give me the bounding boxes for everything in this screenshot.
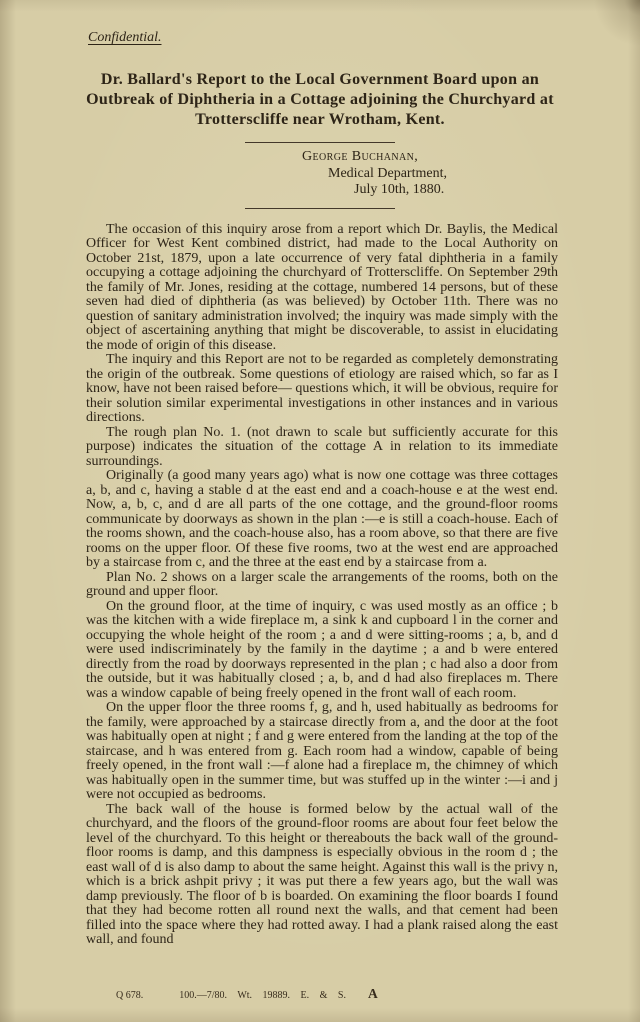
paragraph: Plan No. 2 shows on a larger scale the arrangements of the rooms, both on the ground and upper floor. xyxy=(86,569,558,599)
divider-top xyxy=(245,142,395,143)
report-title: Dr. Ballard's Report to the Local Government Board upon an Outbreak of Diphtheria in a Cottage adjoining the Churchyard at Trotterscliffe near Wrotham, Kent. xyxy=(86,71,554,128)
signature-date: July 10th, 1880. xyxy=(354,182,445,197)
report-body xyxy=(0,217,640,948)
footer-print-code: Q 678. xyxy=(116,990,144,1001)
footer-signature-mark: A xyxy=(368,986,379,1001)
paragraph: On the upper floor the three rooms f, g, and h, used habitually as bedrooms for the family, were approached by a staircase directly from a, and the door at the foot was habitually open at night ; f and g were entered from the landing at the top of the staircase, and h was entered from g. Each room had a window, capable of being freely opened, in the front wall :—f alone had a fireplace m, the chimney of which was habitually open in the summer time, but was stuffed up in the winter :—i and j were not occupied as bedrooms. xyxy=(86,700,558,802)
paragraph: On the ground floor, at the time of inquiry, c was used mostly as an office ; b was the kitchen with a wide fireplace m, a sink k and cupboard l in the corner and occupying the whole height of the room ; a and d were sitting-rooms ; a, b, and d were used indiscriminately by the family in the daytime ; a and b were entered directly from the road by doorways represented in the plan ; c had also a door from the outside, but it was habitually closed ; a, b, and d had also fireplaces m. There was a window capable of being freely opened in the front wall of each room. xyxy=(86,598,558,701)
signature-department: Medical Department, xyxy=(328,165,447,181)
paragraph: The rough plan No. 1. (not drawn to scale but sufficiently accurate for this purpose) indicates the situation of the cottage A in relation to its immediate surroundings. xyxy=(86,424,558,469)
paragraph: Originally (a good many years ago) what is now one cottage was three cottages a, b, and c, having a stable d at the east end and a coach-house e at the west end. Now, a, b, c, and d are all parts of the one cottage, and the ground-floor rooms communicate by doorways as shown in the plan :—e is still a coach-house. Each of the rooms shown, and the coach-house also, has a room above, so that there are five rooms on the upper floor. Of these five rooms, two at the west end are approached by a staircase from c, and the three at the east end by a staircase from a. xyxy=(86,468,558,570)
footer-imprint xyxy=(86,986,558,1002)
paragraph: The inquiry and this Report are not to be regarded as completely demonstrating the origin of the outbreak. Some questions of etiology are raised which, so far as I know, have not been raised before— questions which, it will be obvious, require for their solution similar experimental investigations in other instances and in various directions. xyxy=(86,352,558,425)
signature-name: George Buchanan, xyxy=(302,149,419,164)
footer-printer-line: 100.—7/80. Wt. 19889. E. & S. xyxy=(179,990,346,1001)
confidential-label: Confidential. xyxy=(88,30,162,45)
paragraph: The occasion of this inquiry arose from a report which Dr. Baylis, the Medical Officer for West Kent combined district, had made to the Local Authority on October 21st, 1879, upon a late occurrence of very fatal diphtheria in a family occupying a cottage adjoining the churchyard of Trotterscliffe. On September 29th the family of Mr. Jones, residing at the cottage, numbered 14 persons, but of these seven had died of diphtheria (as was believed) by October 11th. There was no question of sanitary administration involved; the inquiry was made simply with the object of ascertaining anything that might be discoverable, to assist in elucidating the mode of origin of this disease. xyxy=(86,221,558,353)
signature-block xyxy=(302,149,640,199)
paragraph: The back wall of the house is formed below by the actual wall of the churchyard, and the floors of the ground-floor rooms are about four feet below the level of the churchyard. To this height or thereabouts the back wall of the ground-floor rooms is damp, and this dampness is especially obvious in the room d ; the east wall of d is also damp to about the same height. Against this wall is the privy n, which is a brick ashpit privy ; it was put there a few years ago, but the wall was damp previously. The floor of b is boarded. On examining the floor boards I found that they had become rotten all round next the walls, and that cement had been filled into the space where they had rotted away. I had a plank raised along the east wall, and found xyxy=(86,801,558,947)
divider-bottom xyxy=(245,208,395,209)
